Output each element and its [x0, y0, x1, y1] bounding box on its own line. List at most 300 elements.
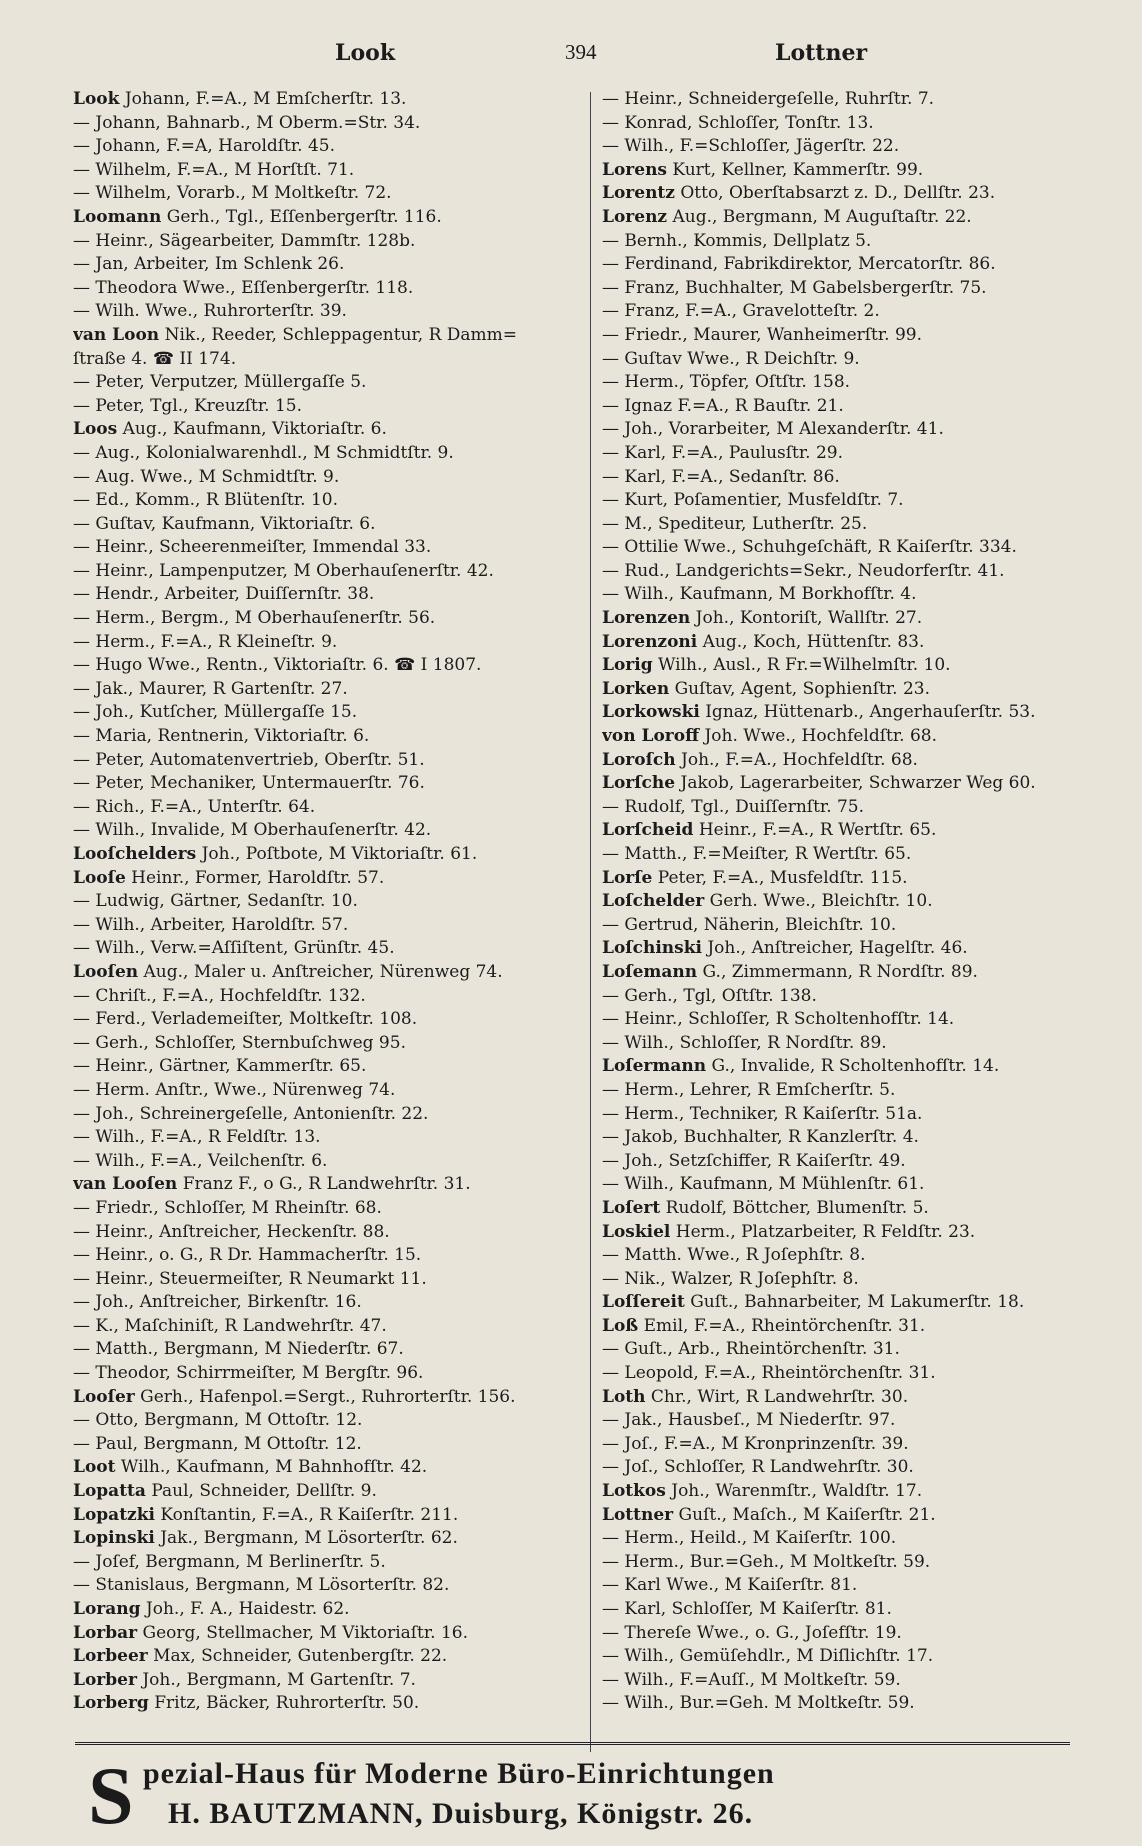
directory-entry: [73, 466, 573, 490]
entry-surname: Lopatzki: [73, 1504, 155, 1525]
directory-entry: [73, 253, 573, 277]
directory-entry: [602, 112, 1082, 136]
entry-details: — Ferdinand, Fabrikdirektor, Mercatorſtr. 86.: [602, 254, 996, 275]
directory-entry: [602, 961, 1082, 985]
entry-details: Guſt., Maſch., M Kaiſerſtr. 21.: [673, 1504, 936, 1525]
entry-details: — Rud., Landgerichts=Sekr., Neudorferſtr. 41.: [602, 560, 1005, 581]
directory-entry: [602, 135, 1082, 159]
directory-entry: [73, 890, 573, 914]
entry-details: — Jak., Maurer, R Gartenſtr. 27.: [73, 678, 348, 699]
directory-entry: [602, 607, 1082, 631]
entry-surname: van Loon: [73, 324, 160, 345]
directory-entry: [73, 1150, 573, 1174]
directory-entry: [73, 1268, 573, 1292]
entry-details: — Gertrud, Näherin, Bleichſtr. 10.: [602, 914, 897, 935]
entry-details: — Wilh., Schloſſer, R Nordſtr. 89.: [602, 1032, 887, 1053]
directory-entry: [73, 937, 573, 961]
directory-entry: [73, 1221, 573, 1245]
entry-details: — Nik., Walzer, R Joſephſtr. 8.: [602, 1268, 859, 1289]
entry-details: Paul, Schneider, Dellſtr. 9.: [145, 1481, 377, 1502]
page-number: 394: [565, 40, 597, 64]
entry-details: Aug., Maler u. Anſtreicher, Nürenweg 74.: [138, 961, 503, 982]
entry-details: — Karl, Schloſſer, M Kaiſerſtr. 81.: [602, 1599, 892, 1619]
entry-details: — Wilh., Invalide, M Oberhauſenerſtr. 42.: [73, 820, 432, 841]
footer-rule: [75, 1742, 1070, 1745]
entry-details: — Herm., Techniker, R Kaiſerſtr. 51a.: [602, 1103, 923, 1124]
entry-details: — Karl, F.=A., Sedanſtr. 86.: [602, 466, 840, 487]
entry-surname: Loſchinski: [602, 938, 702, 959]
directory-entry: [73, 701, 573, 725]
entry-details: — Gerh., Tgl, Oſtſtr. 138.: [602, 985, 817, 1006]
entry-surname: Lorentz: [602, 183, 675, 204]
directory-entry: [73, 1244, 573, 1268]
entry-details: — Herm., Bur.=Geh., M Moltkeſtr. 59.: [602, 1551, 931, 1572]
directory-entry: [73, 159, 573, 183]
directory-entry: [73, 300, 573, 324]
directory-entry: [602, 418, 1082, 442]
entry-surname: Lorken: [602, 678, 670, 699]
entry-details: — Heinr., Gärtner, Kammerſtr. 65.: [73, 1056, 367, 1077]
entry-details: — Bernh., Kommis, Dellplatz 5.: [602, 230, 872, 251]
directory-entry: [73, 442, 573, 466]
entry-details: Heinr., F.=A., R Wertſtr. 65.: [693, 820, 937, 841]
entry-details: — Wilh., F.=Auſſ., M Moltkeſtr. 59.: [602, 1669, 901, 1690]
entry-details: — Ludwig, Gärtner, Sedanſtr. 10.: [73, 891, 358, 912]
entry-details: — Maria, Rentnerin, Viktoriaſtr. 6.: [73, 726, 370, 747]
directory-entry: [602, 1622, 1082, 1646]
entry-details: — Joſ., F.=A., M Kronprinzenſtr. 39.: [602, 1433, 909, 1454]
directory-entry: [602, 914, 1082, 938]
entry-details: Herm., Platzarbeiter, R Feldſtr. 23.: [670, 1221, 976, 1242]
entry-details: — Wilh., F.=A., Veilchenſtr. 6.: [73, 1150, 328, 1171]
entry-details: — Heinr., Steuermeiſter, R Neumarkt 11.: [73, 1268, 427, 1289]
entry-details: — Friedr., Schloſſer, M Rheinſtr. 68.: [73, 1197, 382, 1218]
directory-entry: [73, 914, 573, 938]
entry-details: — Aug. Wwe., M Schmidtſtr. 9.: [73, 466, 340, 487]
entry-details: G., Zimmermann, R Nordſtr. 89.: [697, 961, 978, 982]
directory-entry: [602, 1433, 1082, 1457]
directory-entry: [602, 1079, 1082, 1103]
directory-entry: [73, 1291, 573, 1315]
directory-entry: [602, 1197, 1082, 1221]
entry-details: Konſtantin, F.=A., R Kaiſerſtr. 211.: [154, 1504, 459, 1525]
entry-details: Rudolf, Böttcher, Blumenſtr. 5.: [660, 1197, 929, 1218]
directory-entry: [602, 536, 1082, 560]
entry-details: — Wilh., Verw.=Aſſiſtent, Grünſtr. 45.: [73, 938, 395, 959]
entry-surname: Lorſe: [602, 867, 653, 888]
directory-entry: [602, 348, 1082, 372]
directory-entry: [73, 1126, 573, 1150]
entry-details: — Wilh. Wwe., Ruhrorterſtr. 39.: [73, 301, 347, 322]
directory-entry: [73, 1598, 573, 1622]
entry-details: Johann, F.=A., M Emſcherſtr. 13.: [119, 89, 407, 109]
entry-details: — Theodor, Schirrmeiſter, M Bergſtr. 96.: [73, 1363, 424, 1384]
entry-details: — Heinr., Schneidergeſelle, Ruhrſtr. 7.: [602, 89, 935, 109]
entry-details: — Karl Wwe., M Kaiſerſtr. 81.: [602, 1575, 858, 1596]
entry-details: Joh., Kontoriſt, Wallſtr. 27.: [690, 608, 923, 629]
entry-details: — Friedr., Maurer, Wanheimerſtr. 99.: [602, 324, 922, 345]
entry-surname: Looſen: [73, 961, 139, 982]
directory-entry: [73, 1645, 573, 1669]
column-divider: [590, 92, 591, 1752]
entry-details: — Herm., Töpfer, Oſtſtr. 158.: [602, 372, 851, 393]
directory-entry: [73, 1315, 573, 1339]
directory-entry: [602, 1221, 1082, 1245]
entry-details: — Rich., F.=A., Unterſtr. 64.: [73, 796, 316, 817]
entry-surname: Loskiel: [602, 1221, 671, 1242]
entry-surname: Look: [73, 89, 120, 109]
directory-entry: [73, 1008, 573, 1032]
directory-entry: [602, 206, 1082, 230]
entry-details: — Joh., Setzſchiffer, R Kaiſerſtr. 49.: [602, 1150, 906, 1171]
directory-entry: [73, 843, 573, 867]
entry-surname: Lorber: [73, 1669, 137, 1690]
directory-entry: [602, 1645, 1082, 1669]
entry-surname: Loſert: [602, 1197, 661, 1218]
entry-surname: von Loroff: [602, 726, 700, 747]
directory-entry: [73, 749, 573, 773]
entry-details: Kurt, Kellner, Kammerſtr. 99.: [667, 159, 924, 180]
directory-entry: [602, 1338, 1082, 1362]
directory-entry: [73, 230, 573, 254]
entry-details: Joh. Wwe., Hochfeldſtr. 68.: [699, 726, 937, 747]
directory-entry: [602, 796, 1082, 820]
entry-surname: Loos: [73, 419, 118, 440]
directory-entry: [602, 819, 1082, 843]
directory-entry: [602, 1480, 1082, 1504]
entry-details: — Heinr., Sägearbeiter, Dammſtr. 128b.: [73, 230, 416, 251]
directory-entry: [602, 937, 1082, 961]
entry-surname: Lorang: [73, 1599, 141, 1619]
entry-surname: Looſchelders: [73, 844, 197, 864]
entry-details: Nik., Reeder, Schleppagentur, R Damm=: [159, 324, 518, 345]
entry-details: — Matth. Wwe., R Joſephſtr. 8.: [602, 1245, 866, 1266]
entry-details: — Joſef, Bergmann, M Berlinerſtr. 5.: [73, 1551, 386, 1572]
directory-entry: [73, 277, 573, 301]
entry-details: G., Invalide, R Scholtenhofſtr. 14.: [706, 1056, 1000, 1077]
directory-entry: [602, 1244, 1082, 1268]
entry-details: Joh., Bergmann, M Gartenſtr. 7.: [136, 1669, 416, 1690]
entry-details: — Johann, Bahnarb., M Oberm.=Str. 34.: [73, 112, 421, 133]
directory-entry: [73, 725, 573, 749]
entry-details: Max, Schneider, Gutenbergſtr. 22.: [147, 1646, 448, 1667]
entry-details: — Leopold, F.=A., Rheintörchenſtr. 31.: [602, 1363, 936, 1384]
entry-details: — Franz, F.=A., Gravelotteſtr. 2.: [602, 301, 880, 322]
directory-entry: [73, 1692, 573, 1716]
entry-details: — Herm., Lehrer, R Emſcherſtr. 5.: [602, 1079, 896, 1100]
entry-details: — Jan, Arbeiter, Im Schlenk 26.: [73, 254, 345, 275]
directory-entry: [73, 135, 573, 159]
directory-entry: [73, 1055, 573, 1079]
directory-entry: [602, 1527, 1082, 1551]
entry-details: — Aug., Kolonialwarenhdl., M Schmidtſtr. 9.: [73, 442, 454, 463]
entry-details: — Stanislaus, Bergmann, M Lösorterſtr. 82.: [73, 1575, 450, 1596]
entry-surname: Loſſereit: [602, 1292, 685, 1313]
entry-surname: Lotkos: [602, 1481, 666, 1502]
entry-details: — Karl, F.=A., Paulusſtr. 29.: [602, 442, 843, 463]
entry-surname: Lorkowski: [602, 702, 700, 723]
entry-details: — Peter, Verputzer, Müllergaſſe 5.: [73, 372, 367, 393]
directory-entry: [602, 1173, 1082, 1197]
entry-details: — Paul, Bergmann, M Ottoſtr. 12.: [73, 1433, 362, 1454]
directory-entry: [602, 1126, 1082, 1150]
directory-entry: [602, 631, 1082, 655]
entry-details: — Heinr., Scheerenmeiſter, Immendal 33.: [73, 537, 432, 558]
directory-entry: [602, 725, 1082, 749]
entry-details: — Herm., F.=A., R Kleineſtr. 9.: [73, 631, 338, 652]
entry-surname: Loomann: [73, 206, 162, 227]
entry-surname: Lorſche: [602, 773, 676, 794]
directory-entry: [602, 1504, 1082, 1528]
directory-entry: [602, 583, 1082, 607]
entry-details: — Otto, Bergmann, M Ottoſtr. 12.: [73, 1410, 363, 1431]
entry-details: — Guſt., Arb., Rheintörchenſtr. 31.: [602, 1339, 900, 1360]
directory-entry: [73, 1433, 573, 1457]
entry-details: — Matth., F.=Meiſter, R Wertſtr. 65.: [602, 844, 912, 864]
entry-details: Joh., Anſtreicher, Hagelſtr. 46.: [701, 938, 968, 959]
header-left-keyword: Look: [335, 40, 396, 66]
entry-details: — Peter, Automatenvertrieb, Oberſtr. 51.: [73, 749, 425, 770]
entry-details: — Wilh., Gemüſehdlr., M Diſlichſtr. 17.: [602, 1646, 934, 1667]
advert-initial: S: [88, 1750, 134, 1841]
directory-entry: [73, 1504, 573, 1528]
directory-entry: [602, 1150, 1082, 1174]
entry-details: Ignaz, Hüttenarb., Angerhauſerſtr. 53.: [699, 702, 1036, 723]
entry-surname: Lorbar: [73, 1622, 138, 1643]
directory-entry: [602, 277, 1082, 301]
entry-details: — Rudolf, Tgl., Duiſſernſtr. 75.: [602, 796, 865, 817]
directory-entry: [602, 395, 1082, 419]
entry-details: Aug., Bergmann, M Auguſtaſtr. 22.: [667, 206, 972, 227]
entry-details: — Ignaz F.=A., R Bauſtr. 21.: [602, 395, 844, 416]
directory-entry: [73, 1173, 573, 1197]
entry-details: — Jak., Hausbeſ., M Niederſtr. 97.: [602, 1410, 896, 1431]
entry-details: — Wilhelm, F.=A., M Horſtſt. 71.: [73, 159, 355, 180]
header-right-keyword: Lottner: [775, 40, 868, 66]
directory-entry: [602, 1055, 1082, 1079]
entry-details: — Heinr., Lampenputzer, M Oberhauſenerſtr. 42.: [73, 560, 494, 581]
entry-details: — Wilh., Kaufmann, M Borkhofſtr. 4.: [602, 584, 917, 605]
entry-details: — Herm., Bergm., M Oberhauſenerſtr. 56.: [73, 608, 436, 629]
entry-details: — Konrad, Schloſſer, Tonſtr. 13.: [602, 112, 874, 133]
directory-entry: [602, 300, 1082, 324]
directory-entry: [602, 654, 1082, 678]
directory-entry: [73, 1197, 573, 1221]
entry-surname: Loß: [602, 1315, 639, 1336]
entry-details: — Heinr., o. G., R Dr. Hammacherſtr. 15.: [73, 1245, 422, 1266]
directory-entry: [602, 466, 1082, 490]
directory-entry: [73, 418, 573, 442]
entry-details: — Wilh., F.=A., R Feldſtr. 13.: [73, 1127, 321, 1148]
directory-entry: [602, 678, 1082, 702]
directory-entry: [73, 631, 573, 655]
directory-entry: [602, 867, 1082, 891]
entry-details: Jakob, Lagerarbeiter, Schwarzer Weg 60.: [675, 773, 1036, 794]
entry-details: Gerh. Wwe., Bleichſtr. 10.: [704, 891, 933, 912]
directory-entry: [73, 489, 573, 513]
entry-details: Guſtav, Agent, Sophienſtr. 23.: [669, 678, 930, 699]
entry-details: — Joh., Vorarbeiter, M Alexanderſtr. 41.: [602, 419, 944, 440]
entry-details: — M., Spediteur, Lutherſtr. 25.: [602, 513, 868, 534]
directory-entry: [602, 371, 1082, 395]
left-column: [73, 88, 573, 1716]
directory-entry: [73, 371, 573, 395]
directory-entry: [73, 1456, 573, 1480]
advert-line-2: H. BAUTZMANN, Duisburg, Königstr. 26.: [168, 1797, 754, 1830]
directory-entry: [73, 867, 573, 891]
entry-details: — Jakob, Buchhalter, R Kanzlerſtr. 4.: [602, 1127, 919, 1148]
directory-entry: [602, 1032, 1082, 1056]
entry-surname: Lorenz: [602, 206, 668, 227]
entry-details: Heinr., Former, Haroldſtr. 57.: [125, 867, 385, 888]
directory-entry: [73, 112, 573, 136]
entry-details: — Guſtav, Kaufmann, Viktoriaſtr. 6.: [73, 513, 376, 534]
directory-entry: [73, 1386, 573, 1410]
directory-entry: [73, 1574, 573, 1598]
directory-entry: [73, 348, 573, 372]
directory-entry: [73, 560, 573, 584]
directory-entry: [602, 1362, 1082, 1386]
directory-entry: [73, 1409, 573, 1433]
entry-surname: Lorens: [602, 159, 667, 180]
entry-details: Joh., F. A., Haidestr. 62.: [140, 1599, 350, 1619]
directory-entry: [73, 1669, 573, 1693]
entry-details: — Wilh., Kaufmann, M Mühlenſtr. 61.: [602, 1174, 925, 1195]
entry-details: Gerh., Hafenpol.=Sergt., Ruhrorterſtr. 156.: [134, 1386, 516, 1407]
entry-surname: Loſermann: [602, 1056, 707, 1077]
directory-entry: [602, 1409, 1082, 1433]
entry-details: — Johann, F.=A, Haroldſtr. 45.: [73, 136, 335, 157]
entry-details: — Wilh., Bur.=Geh. M Moltkeſtr. 59.: [602, 1693, 915, 1714]
directory-entry: [602, 1574, 1082, 1598]
entry-surname: Lorig: [602, 655, 653, 676]
entry-details: — Ottilie Wwe., Schuhgeſchäft, R Kaiſerſtr. 334.: [602, 537, 1017, 558]
directory-entry: [602, 560, 1082, 584]
entry-details: Chr., Wirt, R Landwehrſtr. 30.: [645, 1386, 909, 1407]
entry-details: — Herm. Anſtr., Wwe., Nürenweg 74.: [73, 1079, 396, 1100]
directory-entry: [73, 1480, 573, 1504]
directory-entry: [602, 701, 1082, 725]
entry-details: Gerh., Tgl., Eſſenbergerſtr. 116.: [161, 206, 442, 227]
directory-entry: [73, 678, 573, 702]
directory-entry: [73, 1032, 573, 1056]
directory-entry: [602, 1103, 1082, 1127]
directory-entry: [73, 961, 573, 985]
entry-details: — Joſ., Schloſſer, R Landwehrſtr. 30.: [602, 1457, 914, 1478]
directory-entry: [73, 1338, 573, 1362]
directory-entry: [73, 583, 573, 607]
entry-details: — Herm., Heild., M Kaiſerſtr. 100.: [602, 1528, 897, 1549]
entry-details: — Chriſt., F.=A., Hochfeldſtr. 132.: [73, 985, 366, 1006]
entry-details: Wilh., Kaufmann, M Bahnhofſtr. 42.: [115, 1457, 428, 1478]
entry-details: Joh., Warenmſtr., Waldſtr. 17.: [665, 1481, 923, 1502]
entry-details: Otto, Oberſtabsarzt z. D., Dellſtr. 23.: [674, 183, 996, 204]
directory-entry: [73, 88, 573, 112]
entry-details: — Peter, Tgl., Kreuzſtr. 15.: [73, 395, 302, 416]
directory-entry: [73, 1362, 573, 1386]
directory-entry: [73, 182, 573, 206]
directory-entry: [602, 1669, 1082, 1693]
directory-entry: [602, 489, 1082, 513]
entry-details: Wilh., Ausl., R Fr.=Wilhelmſtr. 10.: [652, 655, 951, 676]
directory-entry: [602, 253, 1082, 277]
entry-details: Aug., Kaufmann, Viktoriaſtr. 6.: [117, 419, 387, 440]
entry-surname: Loth: [602, 1386, 646, 1407]
directory-entry: [602, 890, 1082, 914]
entry-details: — Ferd., Verlademeiſter, Moltkeſtr. 108.: [73, 1009, 418, 1030]
entry-surname: Lorenzoni: [602, 631, 698, 652]
directory-entry: [73, 206, 573, 230]
directory-entry: [73, 607, 573, 631]
directory-entry: [602, 442, 1082, 466]
entry-details: — Joh., Schreinergeſelle, Antonienſtr. 22.: [73, 1103, 429, 1124]
directory-entry: [602, 1598, 1082, 1622]
entry-details: Guſt., Bahnarbeiter, M Lakumerſtr. 18.: [684, 1292, 1025, 1313]
entry-details: — Guſtav Wwe., R Deichſtr. 9.: [602, 348, 860, 369]
entry-details: Joh., F.=A., Hochfeldſtr. 68.: [675, 749, 918, 770]
entry-details: — Joh., Kutſcher, Müllergaſſe 15.: [73, 702, 358, 723]
entry-details: Jak., Bergmann, M Lösorterſtr. 62.: [154, 1528, 458, 1549]
directory-entry: [73, 1622, 573, 1646]
entry-details: — Wilh., F.=Schloſſer, Jägerſtr. 22.: [602, 136, 900, 157]
entry-details: Fritz, Bäcker, Ruhrorterſtr. 50.: [148, 1693, 420, 1714]
directory-entry: [602, 1692, 1082, 1716]
directory-entry: [73, 1079, 573, 1103]
directory-entry: [602, 1008, 1082, 1032]
directory-entry: [602, 1268, 1082, 1292]
entry-surname: Loroſch: [602, 749, 676, 770]
entry-details: Aug., Koch, Hüttenſtr. 83.: [697, 631, 925, 652]
directory-entry: [73, 324, 573, 348]
entry-details: — Heinr., Anſtreicher, Heckenſtr. 88.: [73, 1221, 390, 1242]
entry-details: ſtraße 4. ☎ II 174.: [73, 348, 237, 369]
entry-details: — Heinr., Schloſſer, R Scholtenhofſtr. 14.: [602, 1009, 955, 1030]
directory-entry: [73, 772, 573, 796]
directory-entry: [602, 88, 1082, 112]
entry-details: Franz F., o G., R Landwehrſtr. 31.: [177, 1174, 471, 1195]
entry-details: — Franz, Buchhalter, M Gabelsbergerſtr. 75.: [602, 277, 987, 298]
entry-surname: Loſemann: [602, 961, 698, 982]
entry-details: Emil, F.=A., Rheintörchenſtr. 31.: [638, 1315, 926, 1336]
entry-details: — Kurt, Poſamentier, Musfeldſtr. 7.: [602, 490, 904, 511]
entry-details: Peter, F.=A., Musfeldſtr. 115.: [652, 867, 908, 888]
entry-details: — Peter, Mechaniker, Untermauerſtr. 76.: [73, 773, 425, 794]
entry-surname: van Looſen: [73, 1174, 178, 1195]
directory-entry: [602, 159, 1082, 183]
directory-entry: [602, 843, 1082, 867]
entry-details: — Gerh., Schloſſer, Sternbuſchweg 95.: [73, 1032, 406, 1053]
entry-details: — Ed., Komm., R Blütenſtr. 10.: [73, 490, 338, 511]
entry-details: — Thereſe Wwe., o. G., Joſefſtr. 19.: [602, 1622, 902, 1643]
entry-details: — Theodora Wwe., Eſſenbergerſtr. 118.: [73, 277, 414, 298]
directory-entry: [73, 536, 573, 560]
directory-entry: [73, 1527, 573, 1551]
entry-surname: Loot: [73, 1457, 116, 1478]
directory-entry: [73, 395, 573, 419]
directory-entry: [602, 1291, 1082, 1315]
entry-details: — Hendr., Arbeiter, Duiſſernſtr. 38.: [73, 584, 375, 605]
entry-details: — Wilh., Arbeiter, Haroldſtr. 57.: [73, 914, 349, 935]
directory-entry: [602, 749, 1082, 773]
directory-entry: [602, 182, 1082, 206]
directory-entry: [602, 1386, 1082, 1410]
directory-entry: [602, 230, 1082, 254]
advertisement: [88, 1750, 1078, 1841]
directory-entry: [602, 513, 1082, 537]
directory-entry: [602, 324, 1082, 348]
directory-entry: [73, 1103, 573, 1127]
page-header: [60, 40, 1080, 70]
